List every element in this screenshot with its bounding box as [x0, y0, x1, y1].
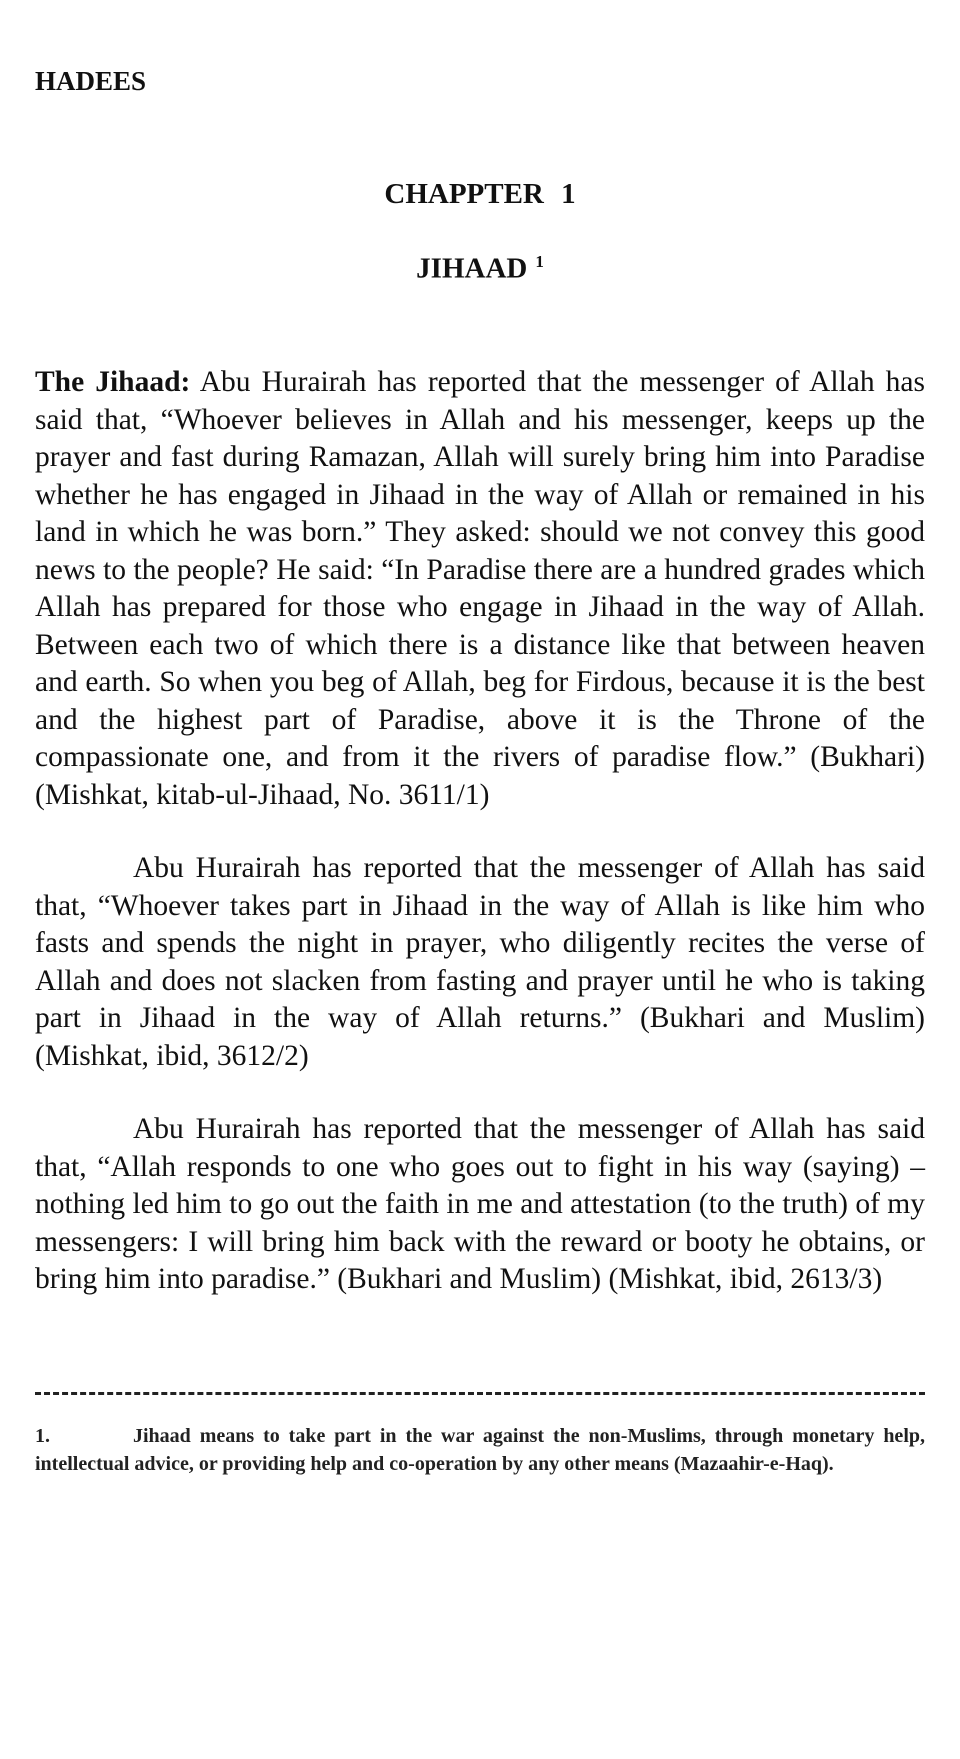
running-header: HADEES — [35, 66, 147, 96]
body-text — [35, 364, 925, 1335]
footnote-number: 1. — [35, 1425, 50, 1447]
title-text: JIHAAD — [416, 252, 528, 285]
footnote-text: Jihaad means to take part in the war against the non-Muslims, through monetary help, intellectual advice, or providing help and co-operation by any other means (Mazaahir-e-Haq). — [35, 1425, 925, 1475]
footnote-separator — [35, 1392, 925, 1395]
paragraph-lead: The Jihaad: — [35, 366, 191, 398]
chapter-title — [0, 252, 960, 286]
paragraph-1 — [35, 364, 925, 814]
paragraph-text: Abu Hurairah has reported that the messenger of Allah has said that, “Whoever believes in Allah and his messenger, keeps up the prayer and fast during Ramazan, Allah will surely bring him into Paradise whether he has engaged in Jihaad in the way of Allah or remained in his land in which he was born.” They asked: should we not convey this good news to the people? He said: “In Paradise there are a hundred grades which Allah has prepared for those who engage in Jihaad in the way of Allah. Between each two of which there is a distance like that between heaven and earth. So when you beg of Allah, beg for Firdous, because it is the best and the highest part of Paradise, above it is the Throne of the compassionate one, and from it the rivers of paradise flow.” (Bukhari) (Mishkat, kitab-ul-Jihaad, No. 3611/1) — [35, 366, 925, 811]
chapter-heading: CHAPPTER 1 — [384, 178, 576, 210]
footnote-ref: 1 — [535, 252, 544, 271]
footnote — [35, 1422, 925, 1478]
paragraph-3: Abu Hurairah has reported that the messenger of Allah has said that, “Allah responds to one who goes out to fight in his way (saying) – nothing led him to go out the faith in me and attestation (to the truth) of my messengers: I will bring him back with the reward or booty he obtains, or bring him into paradise.” (Bukhari and Muslim) (Mishkat, ibid, 2613/3) — [35, 1113, 925, 1295]
paragraph-2: Abu Hurairah has reported that the messenger of Allah has said that, “Whoever takes part in Jihaad in the way of Allah is like him who fasts and spends the night in prayer, who diligently recites the verse of Allah and does not slacken from fasting and prayer until he who is taking part in Jihaad in the way of Allah returns.” (Bukhari and Muslim) (Mishkat, ibid, 3612/2) — [35, 852, 925, 1072]
